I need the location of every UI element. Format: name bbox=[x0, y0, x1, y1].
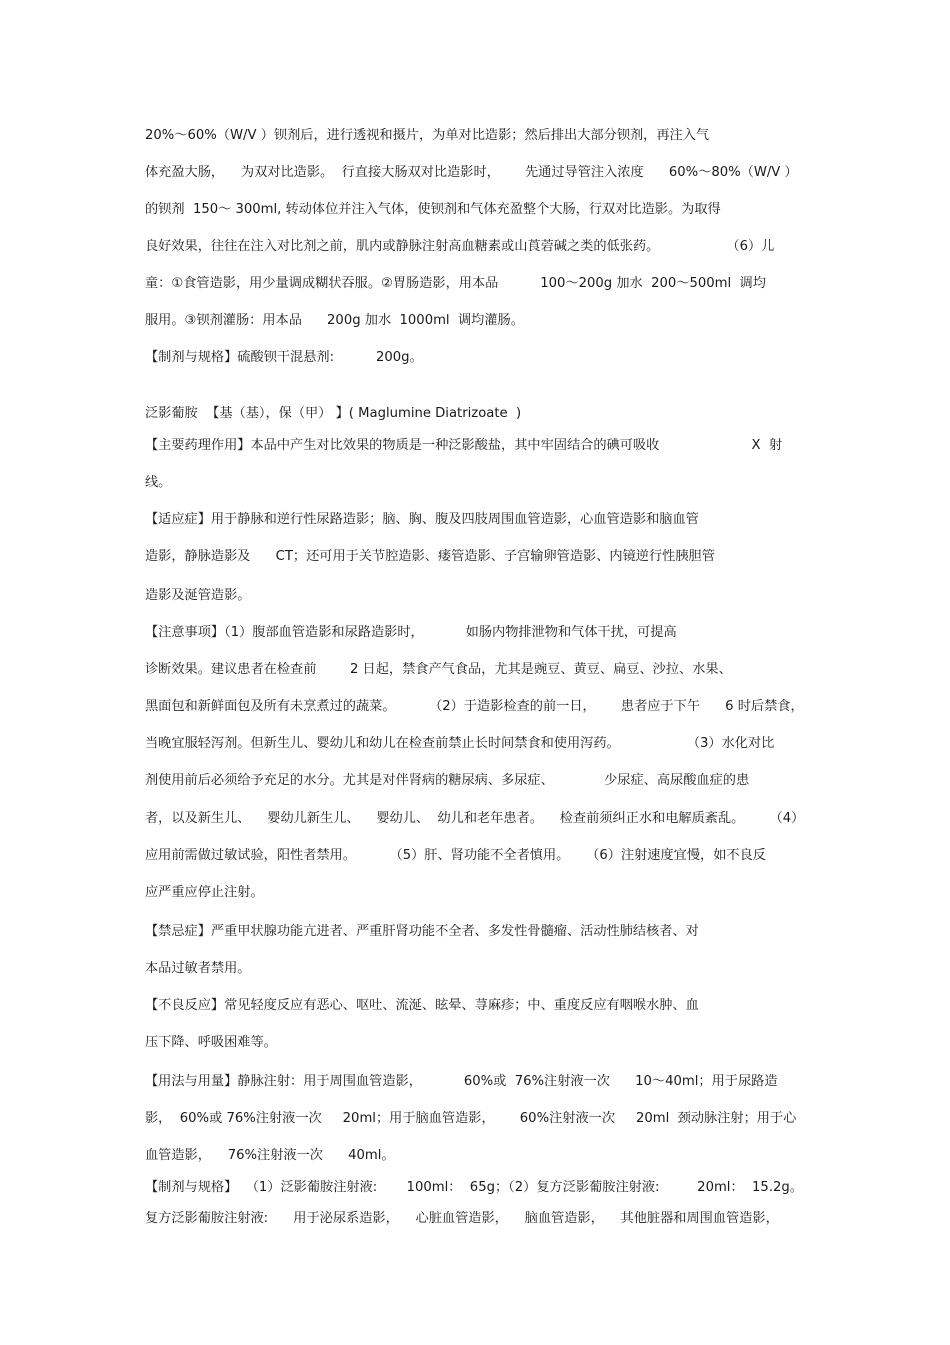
text-line: 本品过敏者禁用。 bbox=[145, 961, 251, 976]
text-line: 应严重应停止注射。 bbox=[145, 885, 264, 900]
text-line: 血管造影， 76%注射液一次 40ml。 bbox=[145, 1148, 395, 1163]
section-heading: 【不良反应】常见轻度反应有恶心、呕吐、流涎、眩晕、荨麻疹；中、重度反应有咽喉水肿、血 bbox=[145, 998, 699, 1013]
section-heading: 【制剂与规格】 （1）泛影葡胺注射液: 100ml： 65g；（2）复方泛影葡胺注射液: 20ml： 15.2g。 bbox=[145, 1180, 803, 1195]
text-line: 20%～60%（W/V ）钡剂后，进行透视和摄片，为单对比造影；然后排出大部分钡剂，再注入气 bbox=[145, 128, 710, 143]
text-line: 黑面包和新鲜面包及所有未烹煮过的蔬菜。 （2）于造影检查的前一日， 患者应于下午 6 时后禁食， bbox=[145, 699, 804, 714]
text-line: 影， 60%或 76%注射液一次 20ml；用于脑血管造影， 60%注射液一次 20ml 颈动脉注射；用于心 bbox=[145, 1111, 797, 1126]
section-heading: 【用法与用量】静脉注射：用于周围血管造影， 60%或 76%注射液一次 10～40ml；用于尿路造 bbox=[145, 1074, 778, 1089]
text-line: 复方泛影葡胺注射液: 用于泌尿系造影， 心脏血管造影， 脑血管造影， 其他脏器和周围血管造影， bbox=[145, 1211, 779, 1226]
text-line: 者，以及新生儿、 婴幼儿新生儿、 婴幼儿、 幼儿和老年患者。 检查前须纠正水和电解质紊乱。 （4） bbox=[145, 811, 805, 826]
text-line: 体充盈大肠， 为双对比造影。 行直接大肠双对比造影时， 先通过导管注入浓度 60%～80%（W/V ） bbox=[145, 165, 798, 180]
text-line: 造影及涎管造影。 bbox=[145, 588, 251, 603]
text-line: 线。 bbox=[145, 475, 172, 490]
text-line: 服用。③钡剂灌肠：用本品 200g 加水 1000ml 调均灌肠。 bbox=[145, 313, 524, 328]
section-heading: 【适应症】用于静脉和逆行性尿路造影；脑、胸、腹及四肢周围血管造影，心血管造影和脑血管 bbox=[145, 512, 699, 527]
text-line: 的钡剂 150～ 300ml, 转动体位并注入气体，使钡剂和气体充盈整个大肠，行双对比造影。为取得 bbox=[145, 202, 721, 217]
text-line: 压下降、呼吸困难等。 bbox=[145, 1035, 277, 1050]
text-line: 应用前需做过敏试验，阳性者禁用。 （5）肝、肾功能不全者慎用。 （6）注射速度宜慢，如不良反 bbox=[145, 848, 766, 863]
text-line: 良好效果，往往在注入对比剂之前，肌内或静脉注射高血糖素或山莨菪碱之类的低张药。 （6）儿 bbox=[145, 239, 775, 254]
text-line: 童：①食管造影，用少量调成糊状吞服。②胃肠造影，用本品 100～200g 加水 200～500ml 调均 bbox=[145, 276, 766, 291]
text-line: 诊断效果。建议患者在检查前 2 日起，禁食产气食品，尤其是豌豆、黄豆、扁豆、沙拉、水果、 bbox=[145, 662, 732, 677]
section-heading: 【制剂与规格】硫酸钡干混悬剂: 200g。 bbox=[145, 350, 423, 365]
section-heading: 【禁忌症】严重甲状腺功能亢进者、严重肝肾功能不全者、多发性骨髓瘤、活动性肺结核者、对 bbox=[145, 924, 699, 939]
section-heading: 【注意事项】（1）腹部血管造影和尿路造影时， 如肠内物排泄物和气体干扰，可提高 bbox=[145, 625, 677, 640]
text-line: 造影，静脉造影及 CT；还可用于关节腔造影、瘘管造影、子宫输卵管造影、内镜逆行性胰胆管 bbox=[145, 549, 715, 564]
section-heading: 【主要药理作用】本品中产生对比效果的物质是一种泛影酸盐，其中牢固结合的碘可吸收 X 射 bbox=[145, 438, 783, 453]
drug-title: 泛影葡胺 【基（基），保（甲） 】( Maglumine Diatrizoate ) bbox=[145, 406, 522, 421]
text-line: 当晚宜服轻泻剂。但新生儿、婴幼儿和幼儿在检查前禁止长时间禁食和使用泻药。 （3）水化对比 bbox=[145, 736, 775, 751]
text-line: 剂使用前后必须给予充足的水分。尤其是对伴肾病的糖尿病、多尿症、 少尿症、高尿酸血症的患 bbox=[145, 773, 750, 788]
